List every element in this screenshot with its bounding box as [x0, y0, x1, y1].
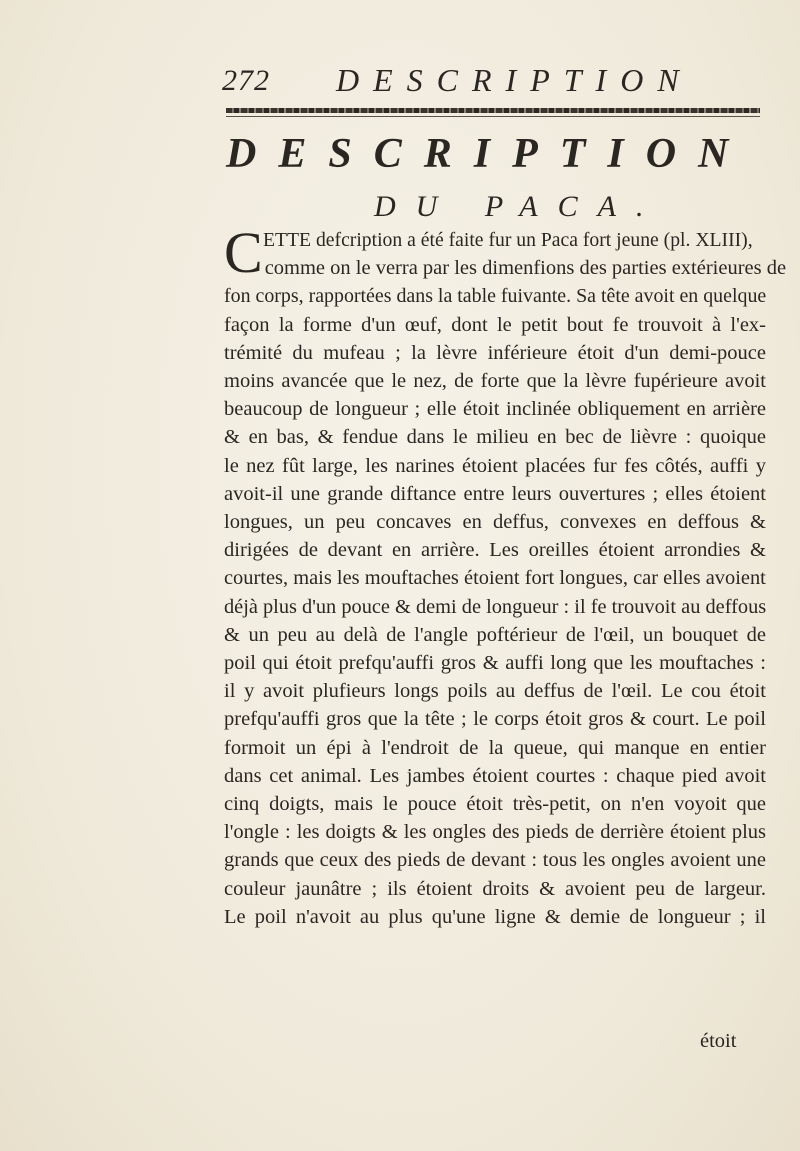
text-line: poil qui étoit prefqu'auffi gros & auffi long que les mouftaches : [224, 652, 766, 675]
drop-cap: C [224, 220, 263, 285]
chapter-title: DESCRIPTION [226, 131, 751, 177]
text-line: & en bas, & fendue dans le milieu en bec de lièvre : quoique [224, 426, 766, 449]
text-line: comme on le verra par les dimenfions des parties extérieures de [264, 257, 787, 280]
text-line: & un peu au delà de l'angle poftérieur de l'œil, un bouquet de [224, 623, 766, 646]
text-line: prefqu'auffi gros que la tête ; le corps étoit gros & court. Le poil [224, 708, 766, 731]
thin-rule [226, 116, 760, 117]
running-head [222, 62, 762, 102]
page-number: 272 [222, 64, 270, 97]
text-line: façon la forme d'un œuf, dont le petit bout fe trouvoit à l'ex- [224, 313, 766, 336]
text-line: moins avancée que le nez, de forte que la lèvre fupérieure avoit [224, 370, 766, 393]
text-line: courtes, mais les mouftaches étoient fort longues, car elles avoient [224, 567, 766, 590]
text-line: ETTE defcription a été faite fur un Paca fort jeune (pl. XLIII), [263, 229, 753, 251]
text-line: avoit-il une grande diftance entre leurs ouvertures ; elles étoient [224, 482, 766, 505]
text-line: longues, un peu concaves en deffus, convexes en deffous & [224, 511, 766, 534]
catchword: étoit [700, 1030, 737, 1052]
text-line: déjà plus d'un pouce & demi de longueur : il fe trouvoit au deffous [224, 595, 767, 618]
text-line: grands que ceux des pieds de devant : tous les ongles avoient une [224, 849, 766, 872]
text-line: cinq doigts, mais le pouce étoit très-petit, on n'en voyoit que [224, 793, 766, 816]
text-line: le nez fût large, les narines étoient placées fur fes côtés, auffi y [224, 454, 766, 477]
text-line: formoit un épi à l'endroit de la queue, qui manque en entier [224, 736, 766, 759]
text-line: couleur jaunâtre ; ils étoient droits & avoient peu de largeur. [224, 877, 766, 900]
ornamental-rule [226, 108, 760, 113]
text-line: il y avoit plufieurs longs poils au deffus de l'œil. Le cou étoit [224, 680, 766, 703]
text-line: dans cet animal. Les jambes étoient courtes : chaque pied avoit [224, 764, 766, 787]
text-line: Le poil n'avoit au plus qu'une ligne & demie de longueur ; il [224, 905, 766, 928]
text-line: dirigées de devant en arrière. Les oreilles étoient arrondies & [224, 539, 766, 562]
text-line: l'ongle : les doigts & les ongles des pieds de derrière étoient plus [224, 821, 766, 844]
text-line: fon corps, rapportées dans la table fuivante. Sa tête avoit en quelque [224, 285, 767, 308]
chapter-subtitle: DU PACA. [374, 190, 664, 223]
running-title: DESCRIPTION [336, 62, 693, 98]
body-text [224, 220, 787, 931]
text-line: trémité du mufeau ; la lèvre inférieure étoit d'un demi-pouce [224, 341, 766, 364]
text-line: beaucoup de longueur ; elle étoit inclinée obliquement en arrière [224, 398, 766, 421]
